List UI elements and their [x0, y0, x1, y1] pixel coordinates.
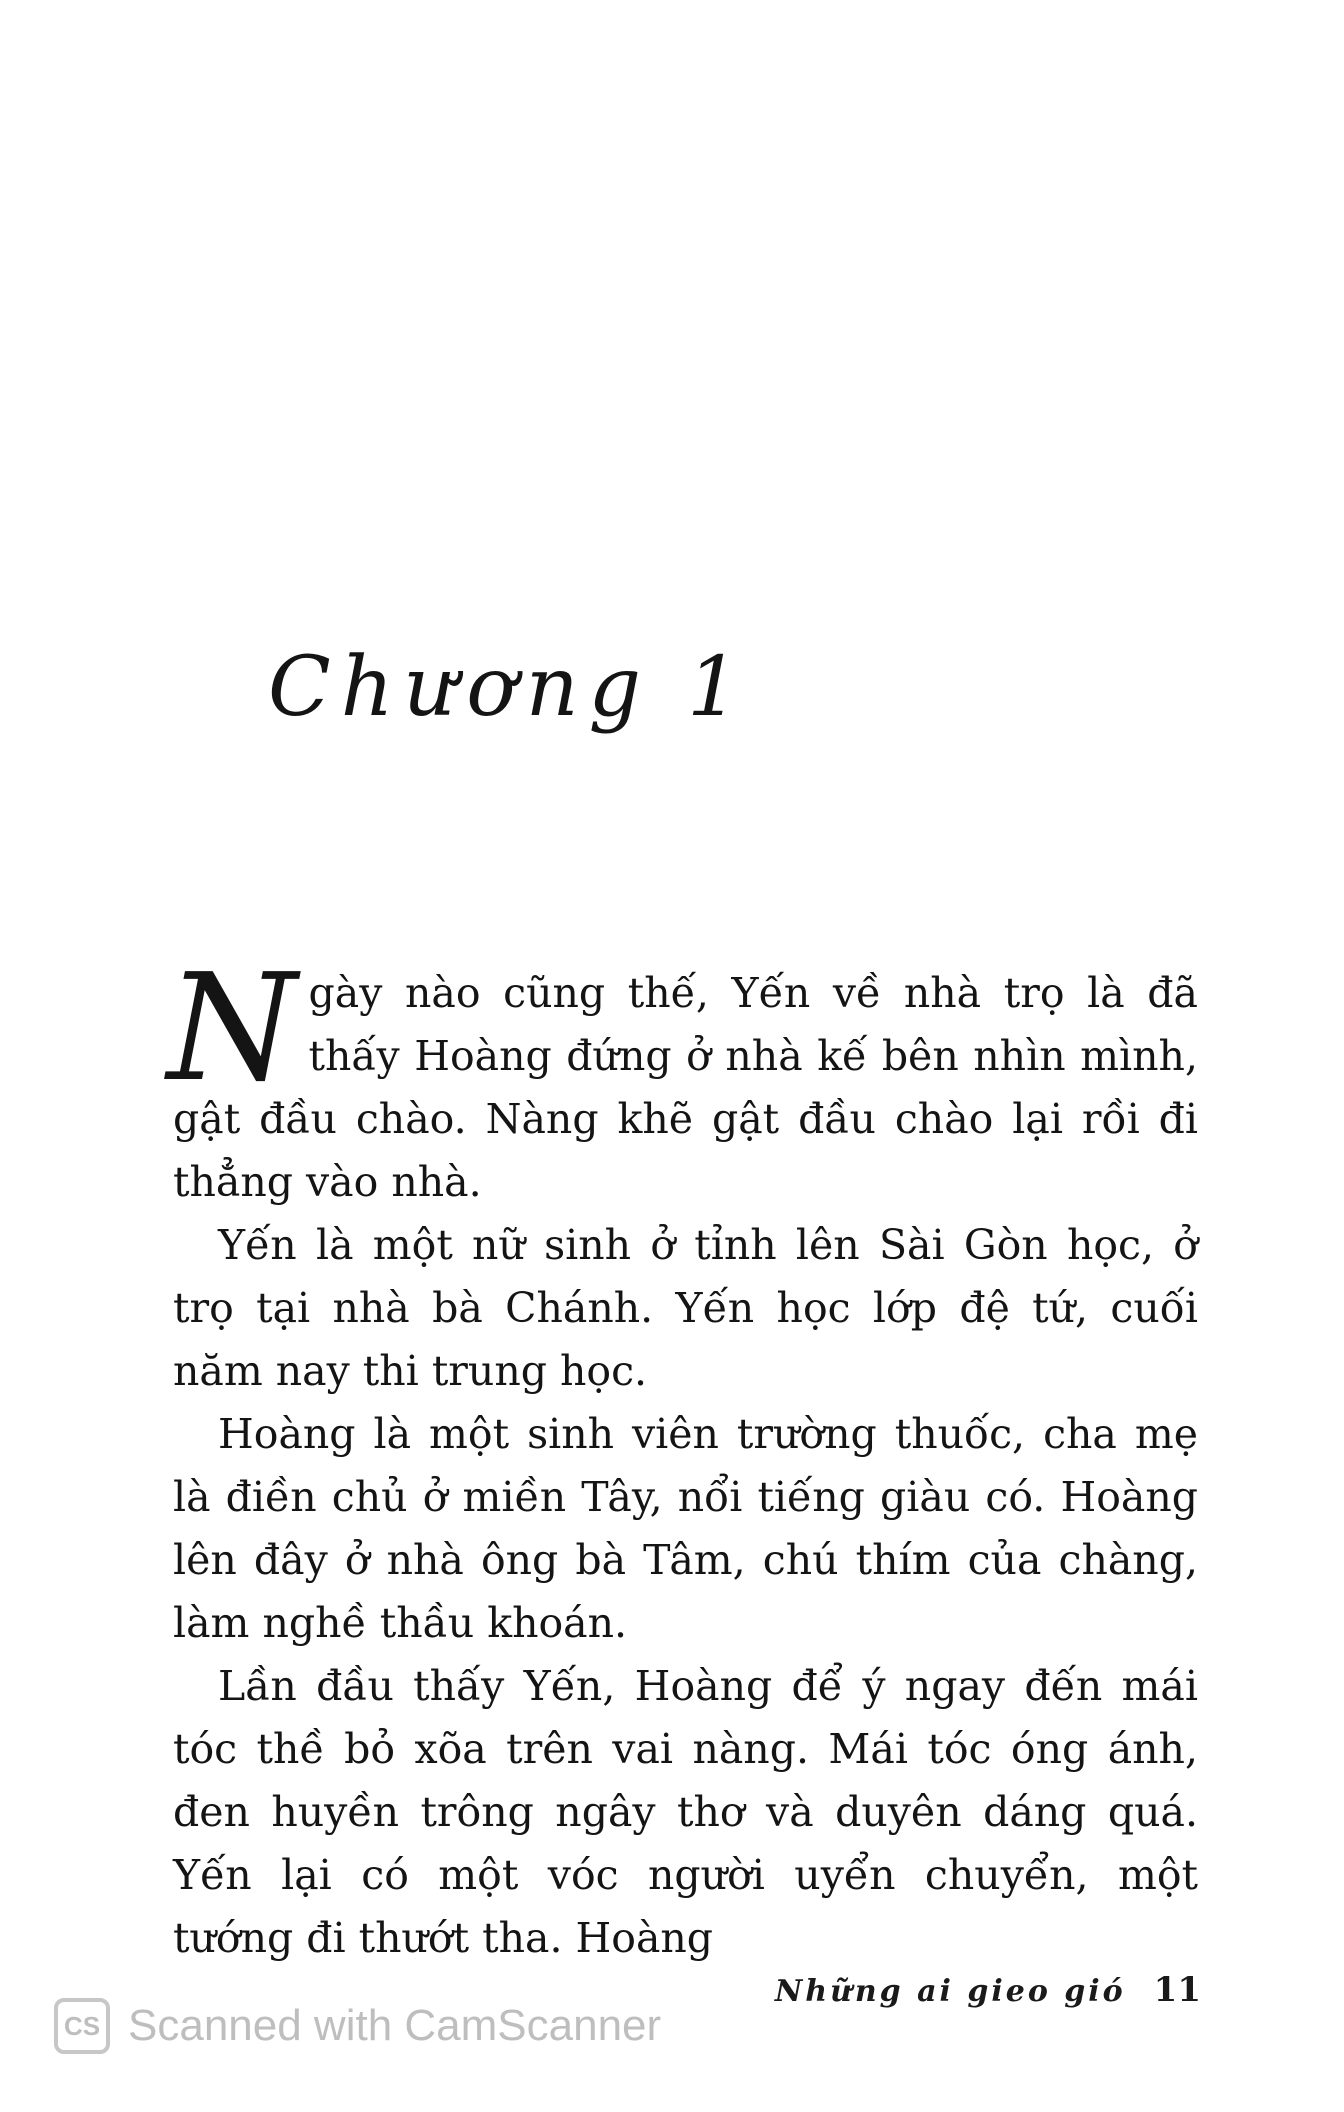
watermark-text: Scanned with CamScanner: [128, 2001, 662, 2050]
chapter-body: [167, 942, 1198, 1970]
paragraph-2: Yến là một nữ sinh ở tỉnh lên Sài Gòn học, ở trọ tại nhà bà Chánh. Yến học lớp đệ tứ, cuối năm nay thi trung học.: [173, 1221, 1198, 1395]
running-footer-title: Những ai gieo gió: [774, 1974, 1126, 2009]
paragraph-1-text: gày nào cũng thế, Yến về nhà trọ là đã thấy Hoàng đứng ở nhà kế bên nhìn mình, gật đầu chào. Nàng khẽ gật đầu chào lại rồi đi thẳng vào nhà.: [173, 969, 1198, 1206]
chapter-title: Chương 1: [268, 640, 750, 735]
page-number: 11: [1153, 1970, 1201, 2010]
drop-cap: N: [167, 942, 297, 1114]
page-footer: [775, 1970, 1201, 2010]
camscanner-logo-icon: CS: [54, 1998, 110, 2054]
paragraph-3: Hoàng là một sinh viên trường thuốc, cha mẹ là điền chủ ở miền Tây, nổi tiếng giàu có. Hoàng lên đây ở nhà ông bà Tâm, chú thím của chàng, làm nghề thầu khoán.: [173, 1410, 1198, 1647]
scanner-watermark: [54, 1998, 661, 2054]
paragraph-4: Lần đầu thấy Yến, Hoàng để ý ngay đến mái tóc thề bỏ xõa trên vai nàng. Mái tóc óng ánh, đen huyền trông ngây thơ và duyên dáng quá. Yến lại có một vóc người uyển chuyển, một tướng đi thướt tha. Hoàng: [173, 1662, 1198, 1962]
paragraph-1: [167, 942, 1198, 1214]
